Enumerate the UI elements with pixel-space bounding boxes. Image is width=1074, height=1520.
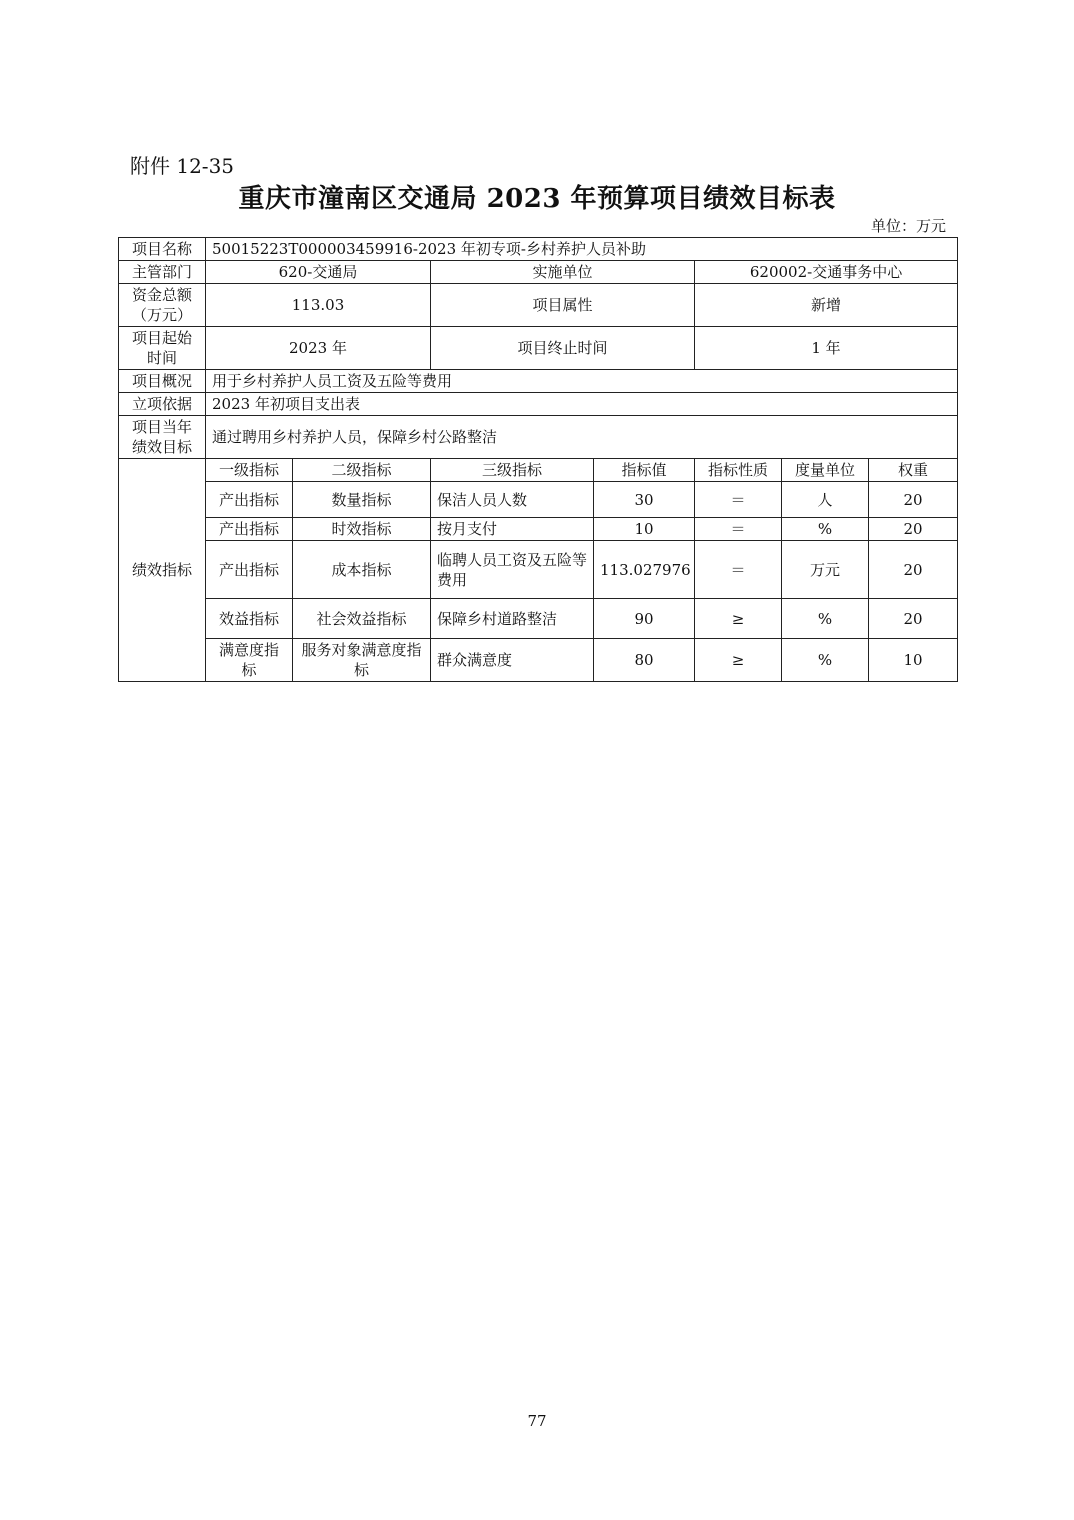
impl-label: 实施单位 xyxy=(431,261,695,284)
start-value: 2023 年 xyxy=(206,327,431,370)
perf-cell: 10 xyxy=(869,639,958,682)
perf-header: 指标值 xyxy=(594,459,695,482)
perf-label: 绩效指标 xyxy=(119,459,206,682)
goal-label: 项目当年绩效目标 xyxy=(119,416,206,459)
end-label: 项目终止时间 xyxy=(431,327,695,370)
perf-cell: ＝ xyxy=(695,518,782,541)
perf-cell: % xyxy=(782,518,869,541)
attachment-label: 附件 12-35 xyxy=(130,154,235,178)
end-value: 1 年 xyxy=(695,327,958,370)
perf-cell: 保洁人员人数 xyxy=(431,482,594,518)
perf-cell: 万元 xyxy=(782,541,869,599)
perf-cell: 服务对象满意度指标 xyxy=(293,639,431,682)
perf-cell: 数量指标 xyxy=(293,482,431,518)
perf-header: 权重 xyxy=(869,459,958,482)
perf-cell: % xyxy=(782,639,869,682)
perf-cell: ≥ xyxy=(695,599,782,639)
perf-cell: 社会效益指标 xyxy=(293,599,431,639)
table-row xyxy=(119,599,958,639)
perf-header: 二级指标 xyxy=(293,459,431,482)
basis-label: 立项依据 xyxy=(119,393,206,416)
perf-cell: 满意度指标 xyxy=(206,639,293,682)
goal-value: 通过聘用乡村养护人员，保障乡村公路整洁 xyxy=(206,416,958,459)
perf-cell: 效益指标 xyxy=(206,599,293,639)
perf-cell: 保障乡村道路整洁 xyxy=(431,599,594,639)
start-label: 项目起始时间 xyxy=(119,327,206,370)
project-name-label: 项目名称 xyxy=(119,238,206,261)
fund-value: 113.03 xyxy=(206,284,431,327)
table-row xyxy=(119,518,958,541)
dept-label: 主管部门 xyxy=(119,261,206,284)
attr-label: 项目属性 xyxy=(431,284,695,327)
perf-cell: 113.027976 xyxy=(594,541,695,599)
perf-header: 指标性质 xyxy=(695,459,782,482)
impl-value: 620002-交通事务中心 xyxy=(695,261,958,284)
perf-cell: 临聘人员工资及五险等费用 xyxy=(431,541,594,599)
perf-cell: 90 xyxy=(594,599,695,639)
perf-cell: 时效指标 xyxy=(293,518,431,541)
perf-cell: 20 xyxy=(869,541,958,599)
project-name-value: 50015223T000003459916-2023 年初专项-乡村养护人员补助 xyxy=(206,238,958,261)
perf-cell: 80 xyxy=(594,639,695,682)
performance-target-table xyxy=(118,237,958,682)
perf-cell: ≥ xyxy=(695,639,782,682)
perf-cell: ＝ xyxy=(695,482,782,518)
perf-header: 三级指标 xyxy=(431,459,594,482)
perf-cell: % xyxy=(782,599,869,639)
perf-cell: 产出指标 xyxy=(206,518,293,541)
perf-cell: 产出指标 xyxy=(206,482,293,518)
table-row xyxy=(119,639,958,682)
perf-cell: 产出指标 xyxy=(206,541,293,599)
perf-cell: 成本指标 xyxy=(293,541,431,599)
table-row xyxy=(119,482,958,518)
overview-value: 用于乡村养护人员工资及五险等费用 xyxy=(206,370,958,393)
perf-cell: 20 xyxy=(869,482,958,518)
attr-value: 新增 xyxy=(695,284,958,327)
perf-cell: ＝ xyxy=(695,541,782,599)
perf-header: 度量单位 xyxy=(782,459,869,482)
perf-cell: 群众满意度 xyxy=(431,639,594,682)
perf-cell: 20 xyxy=(869,518,958,541)
unit-label: 单位：万元 xyxy=(870,217,946,235)
perf-cell: 按月支付 xyxy=(431,518,594,541)
overview-label: 项目概况 xyxy=(119,370,206,393)
fund-label: 资金总额（万元） xyxy=(119,284,206,327)
dept-value: 620-交通局 xyxy=(206,261,431,284)
page-number: 77 xyxy=(527,1412,547,1430)
perf-cell: 30 xyxy=(594,482,695,518)
table-row xyxy=(119,541,958,599)
perf-cell: 10 xyxy=(594,518,695,541)
perf-header: 一级指标 xyxy=(206,459,293,482)
basis-value: 2023 年初项目支出表 xyxy=(206,393,958,416)
perf-cell: 人 xyxy=(782,482,869,518)
perf-cell: 20 xyxy=(869,599,958,639)
page-title: 重庆市潼南区交通局 2023 年预算项目绩效目标表 xyxy=(238,184,836,214)
